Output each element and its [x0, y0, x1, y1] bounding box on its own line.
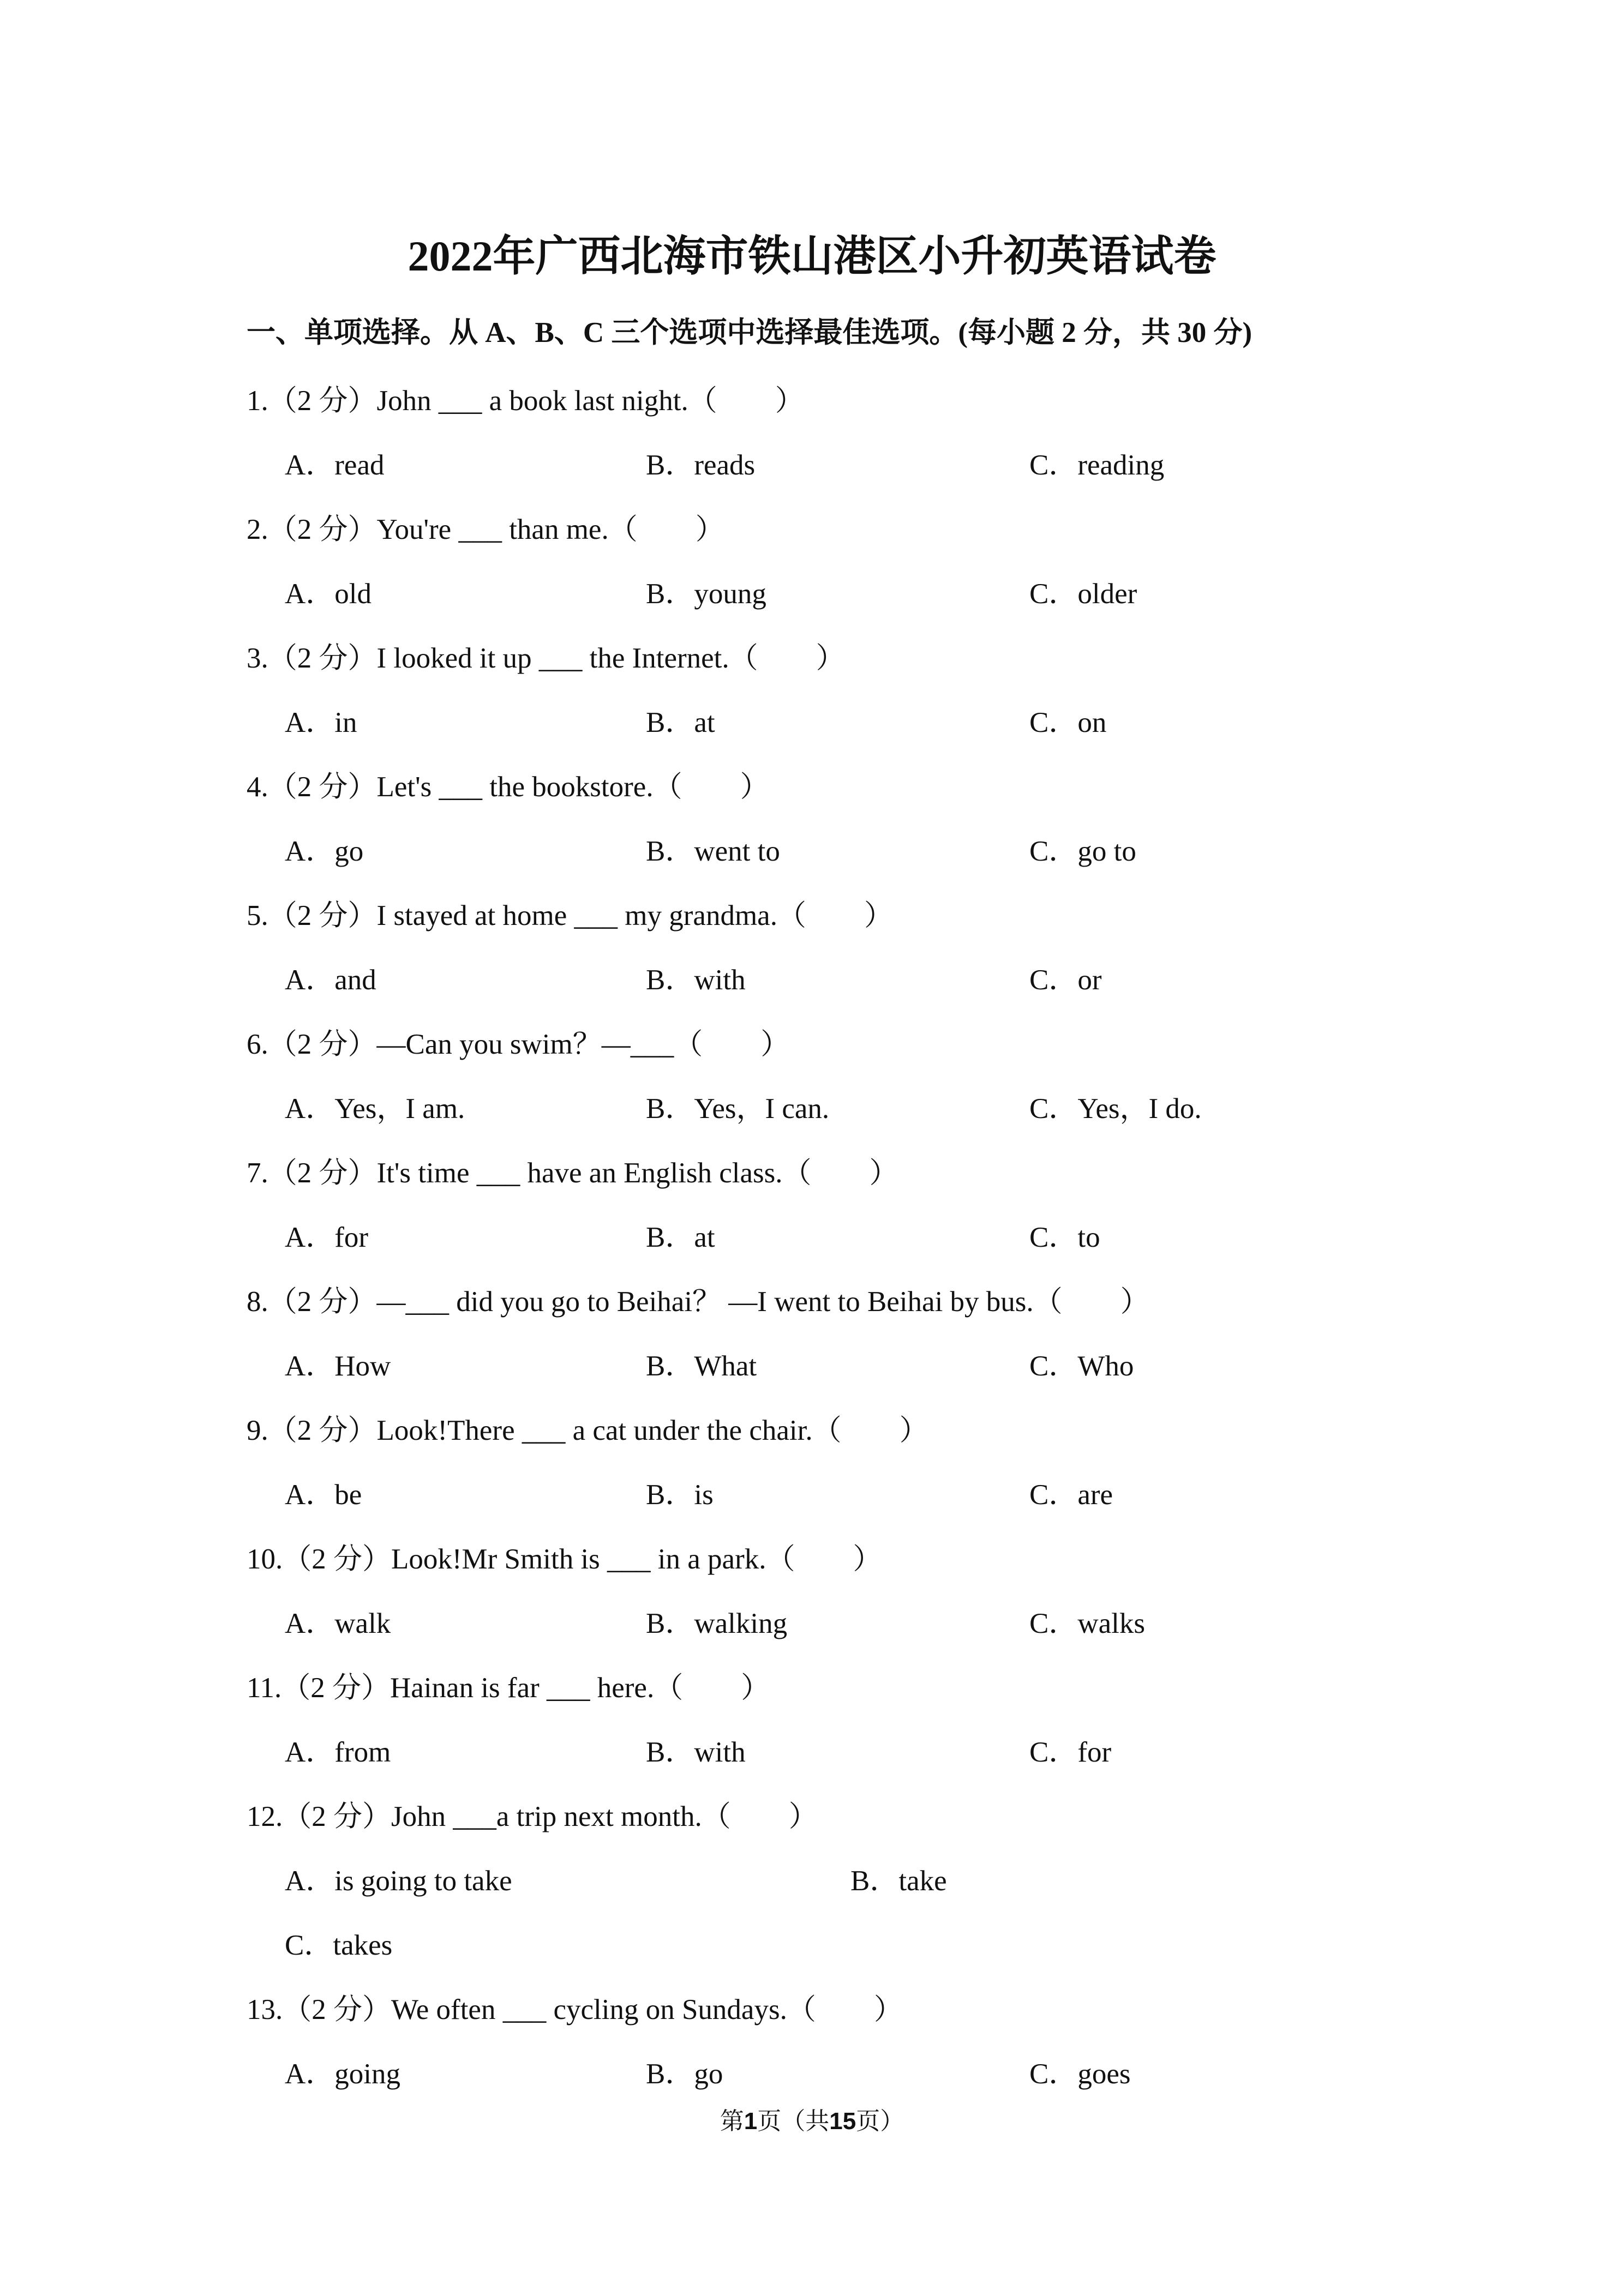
question-4	[247, 760, 1447, 888]
option-c: C．on	[1029, 707, 1107, 738]
option-a: A．read	[285, 449, 385, 481]
question-9	[247, 1403, 1447, 1532]
option-row	[247, 2047, 1447, 2111]
question-3	[247, 631, 1447, 760]
option-b: B．young	[646, 578, 766, 610]
option-row	[247, 824, 1447, 888]
footer-prefix: 第	[720, 2108, 744, 2135]
question-stem: 2.（2 分）You're ___ than me.（ ）	[247, 514, 724, 545]
question-stem: 9.（2 分）Look!There ___ a cat under the chair.（ ）	[247, 1415, 928, 1446]
option-b: B．walking	[646, 1608, 788, 1639]
question-5	[247, 888, 1447, 1017]
question-stem: 10.（2 分）Look!Mr Smith is ___ in a park.（ ）	[247, 1543, 882, 1575]
option-c: C．reading	[1029, 449, 1165, 481]
question-stem: 13.（2 分）We often ___ cycling on Sundays.（ ）	[247, 1994, 903, 2025]
option-c: C．to	[1029, 1222, 1100, 1253]
option-a: A．and	[285, 964, 376, 996]
question-stem: 12.（2 分）John ___a trip next month.（ ）	[247, 1801, 818, 1832]
option-b: B．What	[646, 1350, 757, 1382]
option-b: B．went to	[646, 836, 780, 867]
option-row	[247, 1339, 1447, 1403]
question-stem: 6.（2 分）—Can you swim？—___（ ）	[247, 1029, 790, 1060]
question-stem: 11.（2 分）Hainan is far ___ here.（ ）	[247, 1672, 770, 1704]
option-row	[247, 438, 1447, 502]
option-a: A．in	[285, 707, 357, 738]
total-pages-number: 15	[829, 2108, 856, 2135]
option-a: A．from	[285, 1736, 391, 1768]
current-page-number: 1	[744, 2108, 758, 2135]
option-row	[247, 1596, 1447, 1661]
question-list	[247, 374, 1447, 2111]
footer-middle: 页（共	[757, 2108, 830, 2135]
option-a: A．walk	[285, 1608, 391, 1639]
question-1	[247, 374, 1447, 502]
option-a: A．for	[285, 1222, 369, 1253]
option-row	[247, 695, 1447, 760]
option-b: B．take	[850, 1865, 947, 1897]
question-13	[247, 1982, 1447, 2111]
option-row	[247, 1468, 1447, 1532]
option-c: C．older	[1029, 578, 1137, 610]
option-c: C．Yes，I do.	[1029, 1093, 1202, 1125]
option-c: C．Who	[1029, 1350, 1134, 1382]
option-a: A．going	[285, 2058, 400, 2090]
option-b: B．with	[646, 1736, 746, 1768]
option-b: B．reads	[646, 449, 756, 481]
option-b: B．with	[646, 964, 746, 996]
option-b: B．Yes，I can.	[646, 1093, 830, 1125]
option-c: C．or	[1029, 964, 1102, 996]
option-row	[247, 1210, 1447, 1275]
question-stem: 8.（2 分）—___ did you go to Beihai？ —I went to Beihai by bus.（ ）	[247, 1286, 1149, 1318]
option-a: A．is going to take	[285, 1865, 512, 1897]
question-12	[247, 1789, 1447, 1982]
option-row	[247, 1081, 1447, 1146]
option-row	[247, 1725, 1447, 1789]
option-c: C．for	[1029, 1736, 1112, 1768]
question-stem: 1.（2 分）John ___ a book last night.（ ）	[247, 385, 804, 417]
option-c: C．are	[1029, 1479, 1113, 1511]
footer-suffix: 页）	[856, 2108, 904, 2135]
option-c: C．goes	[1029, 2058, 1131, 2090]
question-7	[247, 1146, 1447, 1275]
question-stem: 7.（2 分）It's time ___ have an English class.（ ）	[247, 1157, 898, 1189]
option-b: B．go	[646, 2058, 723, 2090]
option-row	[247, 953, 1447, 1017]
question-2	[247, 502, 1447, 631]
option-b: B．at	[646, 1222, 715, 1253]
option-c: C．walks	[1029, 1608, 1145, 1639]
option-a: A．How	[285, 1350, 391, 1382]
option-a: A．be	[285, 1479, 362, 1511]
question-6	[247, 1017, 1447, 1146]
option-a: A．go	[285, 836, 364, 867]
question-stem: 3.（2 分）I looked it up ___ the Internet.（ ）	[247, 642, 845, 674]
option-a: A．Yes，I am.	[285, 1093, 465, 1125]
question-11	[247, 1661, 1447, 1789]
question-stem: 4.（2 分）Let's ___ the bookstore.（ ）	[247, 771, 769, 803]
question-stem: 5.（2 分）I stayed at home ___ my grandma.（ ）	[247, 900, 893, 931]
page-title: 2022年广西北海市铁山港区小升初英语试卷	[408, 232, 1216, 280]
option-row	[247, 567, 1447, 631]
option-row	[247, 1854, 1447, 1961]
page-footer	[0, 2102, 1624, 2141]
question-10	[247, 1532, 1447, 1661]
question-8	[247, 1275, 1447, 1403]
option-b: B．at	[646, 707, 715, 738]
option-c: C．takes	[285, 1930, 393, 1961]
option-a: A．old	[285, 578, 371, 610]
option-b: B．is	[646, 1479, 714, 1511]
option-c: C．go to	[1029, 836, 1136, 867]
section-heading: 一、单项选择。从 A、B、C 三个选项中选择最佳选项。(每小题 2 分，共 30 分)	[247, 317, 1253, 348]
